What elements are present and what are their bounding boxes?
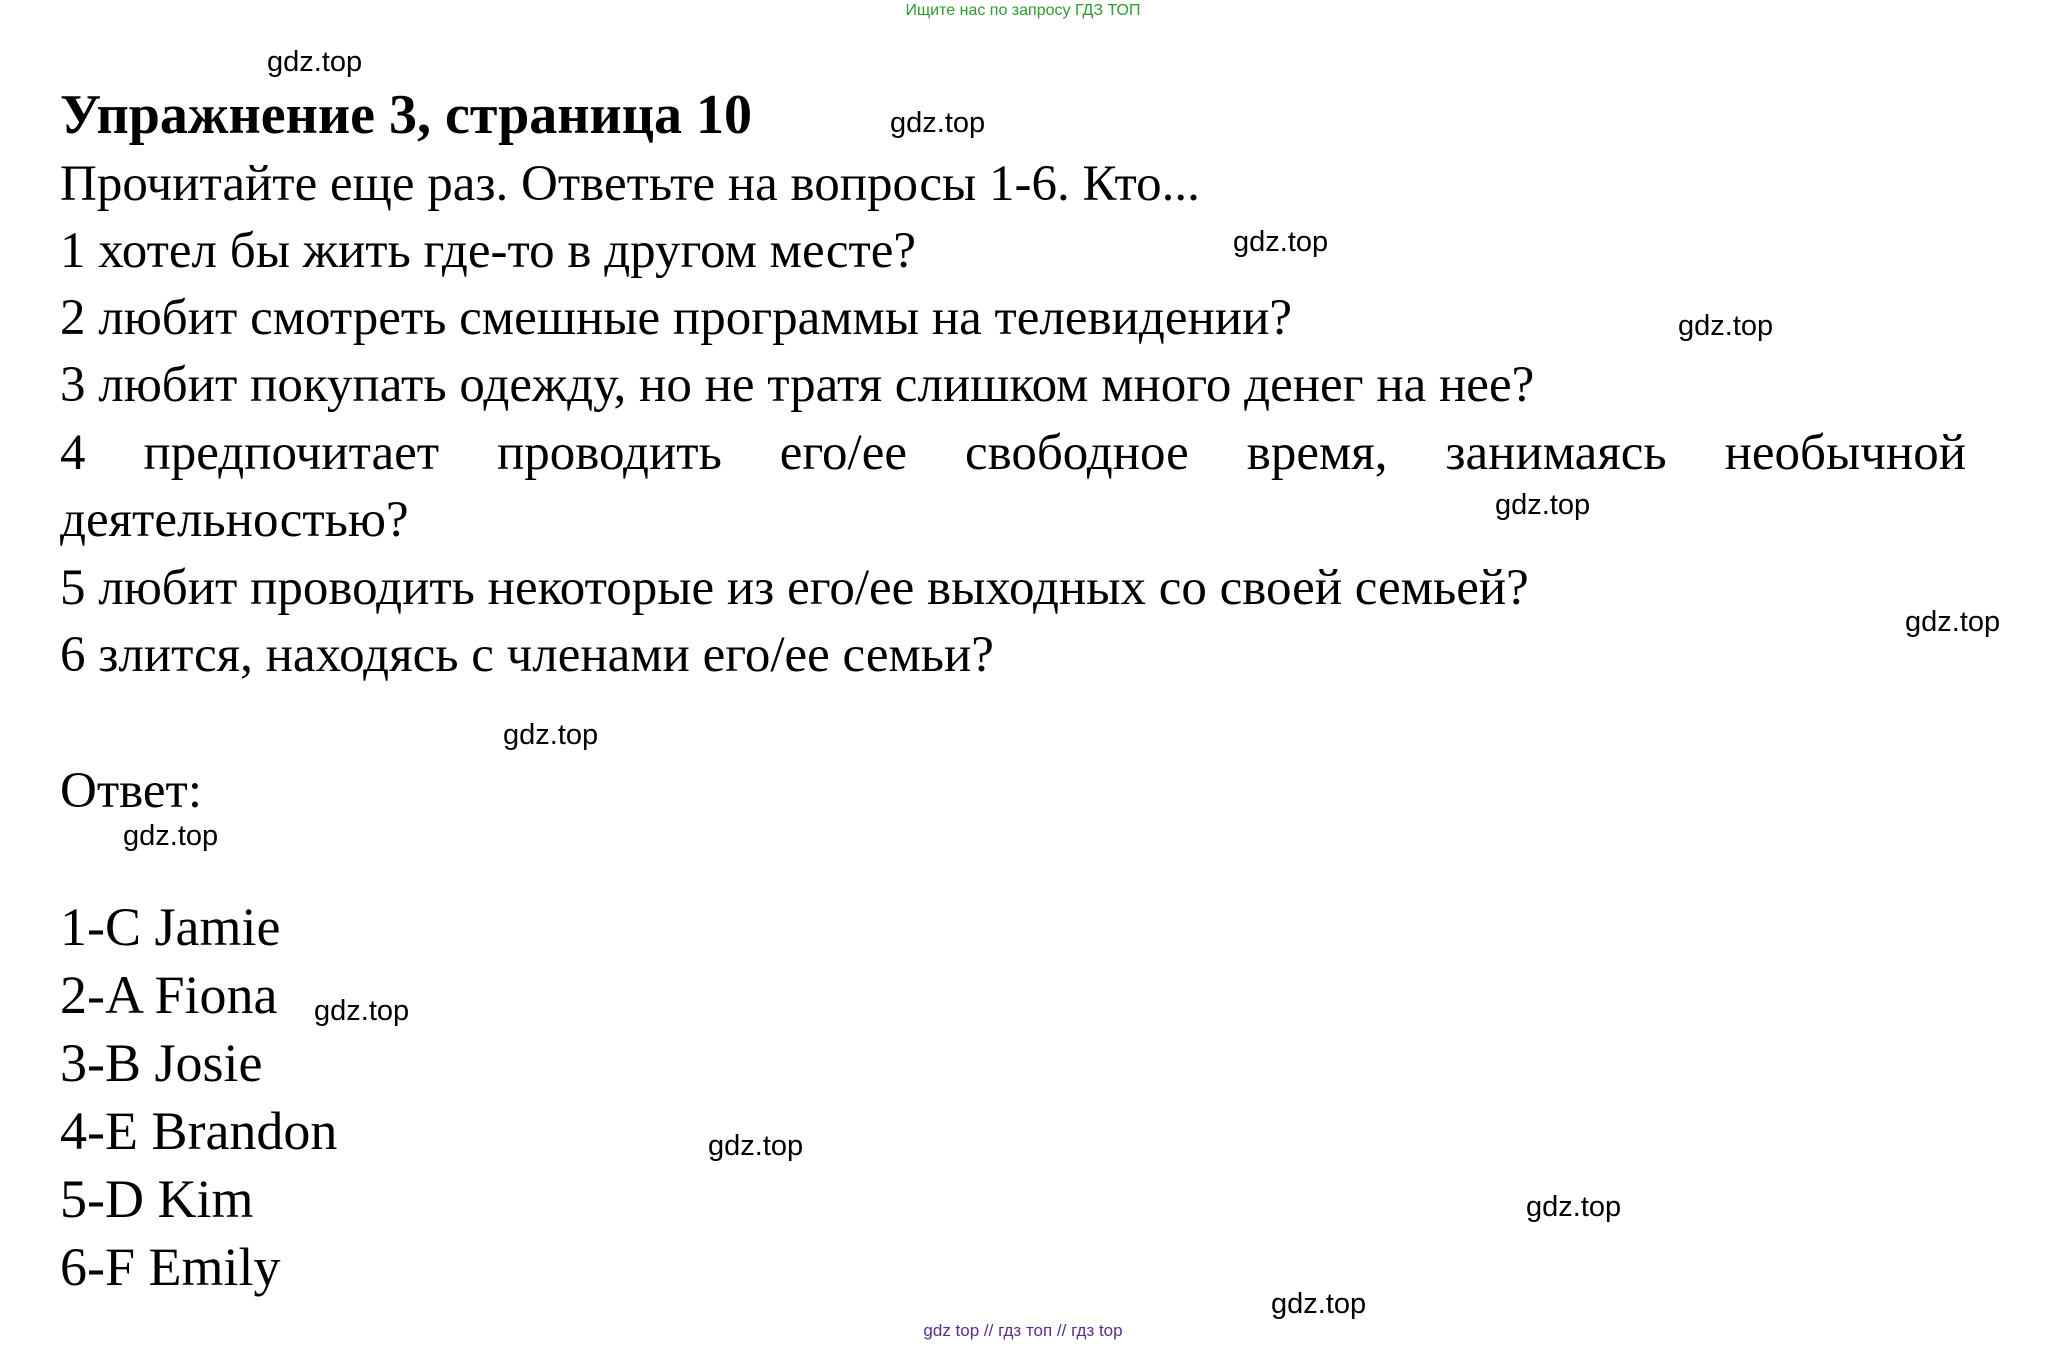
instruction-text: Прочитайте еще раз. Ответьте на вопросы 1-6. Кто... [60,156,1200,212]
watermark: gdz.top [123,820,219,852]
watermark: gdz.top [708,1130,804,1162]
watermark: gdz.top [1271,1288,1367,1320]
answer-4: 4-E Brandon [60,1101,338,1161]
watermark: gdz.top [1678,310,1774,342]
exercise-title: Упражнение 3, страница 10 [60,84,753,146]
answer-label: Ответ: [60,763,202,819]
watermark: gdz.top [503,719,599,751]
watermark: gdz.top [1495,489,1591,521]
watermark: gdz.top [314,995,410,1027]
bottom-banner: gdz top // гдз топ // гдз top [923,1321,1123,1340]
question-4: 4 предпочитает проводить его/ее свободное время, занимаясь необычной [60,425,1966,481]
answer-5: 5-D Kim [60,1169,254,1229]
question-2: 2 любит смотреть смешные программы на телевидении? [60,290,1292,346]
top-banner: Ищите нас по запросу ГДЗ ТОП [905,2,1141,19]
question-6: 6 злится, находясь с членами его/ее семьи? [60,627,994,683]
watermark: gdz.top [890,107,986,139]
question-3: 3 любит покупать одежду, но не тратя слишком много денег на нее? [60,357,1535,413]
answer-3: 3-B Josie [60,1033,263,1093]
watermark: gdz.top [1526,1191,1622,1223]
answer-1: 1-C Jamie [60,897,281,957]
watermark: gdz.top [1905,606,2001,638]
watermark: gdz.top [267,46,363,78]
question-4-continuation: деятельностью? [60,492,409,548]
watermark: gdz.top [1233,226,1329,258]
answer-6: 6-F Emily [60,1237,281,1297]
question-5: 5 любит проводить некоторые из его/ее выходных со своей семьей? [60,560,1529,616]
answer-2: 2-A Fiona [60,965,278,1025]
question-1: 1 хотел бы жить где-то в другом месте? [60,223,917,279]
